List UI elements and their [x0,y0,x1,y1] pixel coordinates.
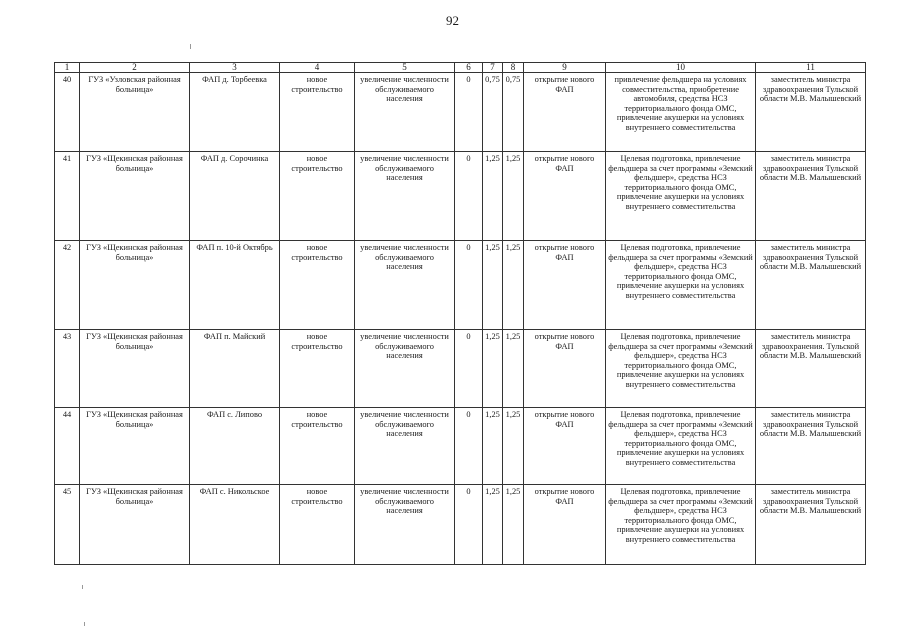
value-cell-8: 1,25 [503,485,524,565]
organization-cell: ГУЗ «Щекинская районная больница» [80,408,190,485]
responsible-cell: заместитель министра здравоохранения Тульской области М.В. Малышевский [756,241,866,330]
column-number: 5 [355,63,455,73]
value-cell-7: 1,25 [483,408,503,485]
result-cell: открытие нового ФАП [524,152,606,241]
organization-cell: ГУЗ «Щекинская районная больница» [80,485,190,565]
result-cell: открытие нового ФАП [524,408,606,485]
value-cell-7: 1,25 [483,485,503,565]
column-number: 6 [455,63,483,73]
type-cell: новое строительство [280,485,355,565]
scan-mark [82,585,83,589]
value-cell-8: 0,75 [503,73,524,152]
column-number: 7 [483,63,503,73]
result-cell: открытие нового ФАП [524,73,606,152]
value-cell-8: 1,25 [503,408,524,485]
value-cell-6: 0 [455,152,483,241]
responsible-cell: заместитель министра здравоохранения Тульской области М.В. Малышевский [756,73,866,152]
type-cell: новое строительство [280,330,355,408]
organization-cell: ГУЗ «Щекинская районная больница» [80,330,190,408]
row-number: 41 [55,152,80,241]
goal-cell: увеличение численности обслуживаемого населения [355,152,455,241]
column-number: 4 [280,63,355,73]
scan-mark [190,44,191,49]
row-number: 43 [55,330,80,408]
column-number-row [55,63,866,73]
scan-mark [84,622,85,626]
value-cell-8: 1,25 [503,241,524,330]
row-number: 40 [55,73,80,152]
value-cell-8: 1,25 [503,152,524,241]
goal-cell: увеличение численности обслуживаемого населения [355,408,455,485]
type-cell: новое строительство [280,408,355,485]
value-cell-6: 0 [455,330,483,408]
responsible-cell: заместитель министра здравоохранения. Тульской области М.В. Малышевский [756,330,866,408]
measures-cell: Целевая подготовка, привлечение фельдшера за счет программы «Земский фельдшер», средства НСЗ территориального фонда ОМС, привлечение акушерки на условиях внутреннего совместительства [606,408,756,485]
column-number: 8 [503,63,524,73]
organization-cell: ГУЗ «Щекинская районная больница» [80,241,190,330]
value-cell-8: 1,25 [503,330,524,408]
value-cell-7: 0,75 [483,73,503,152]
value-cell-7: 1,25 [483,241,503,330]
value-cell-6: 0 [455,408,483,485]
value-cell-7: 1,25 [483,152,503,241]
value-cell-6: 0 [455,485,483,565]
column-number: 2 [80,63,190,73]
table-row [55,408,866,485]
object-cell: ФАП с. Липово [190,408,280,485]
responsible-cell: заместитель министра здравоохранения Тульской области М.В. Малышевский [756,152,866,241]
organization-cell: ГУЗ «Щекинская районная больница» [80,152,190,241]
measures-cell: Целевая подготовка, привлечение фельдшера за счет программы «Земский фельдшер», средства НСЗ территориального фонда ОМС, привлечение акушерки на условиях внутреннего совместительства [606,485,756,565]
type-cell: новое строительство [280,73,355,152]
responsible-cell: заместитель министра здравоохранения Тульской области М.В. Малышевский [756,408,866,485]
value-cell-7: 1,25 [483,330,503,408]
table-row [55,73,866,152]
page-number: 92 [446,13,459,28]
table-row [55,241,866,330]
column-number: 1 [55,63,80,73]
goal-cell: увеличение численности обслуживаемого населения [355,330,455,408]
goal-cell: увеличение численности обслуживаемого населения [355,485,455,565]
row-number: 45 [55,485,80,565]
value-cell-6: 0 [455,241,483,330]
column-number: 9 [524,63,606,73]
measures-cell: привлечение фельдшера на условиях совместительства, приобретение автомобиля, средства НСЗ территориального фонда ОМС, привлечение акушерки на условиях внутреннего совместительства [606,73,756,152]
goal-cell: увеличение численности обслуживаемого населения [355,73,455,152]
value-cell-6: 0 [455,73,483,152]
measures-cell: Целевая подготовка, привлечение фельдшера за счет программы «Земский фельдшер», средства НСЗ территориального фонда ОМС, привлечение акушерки на условиях внутреннего совместительства [606,152,756,241]
object-cell: ФАП с. Никольское [190,485,280,565]
result-cell: открытие нового ФАП [524,330,606,408]
organization-cell: ГУЗ «Узловская районная больница» [80,73,190,152]
measures-cell: Целевая подготовка, привлечение фельдшера за счет программы «Земский фельдшер», средства НСЗ территориального фонда ОМС, привлечение акушерки на условиях внутреннего совместительства [606,241,756,330]
row-number: 44 [55,408,80,485]
column-number: 11 [756,63,866,73]
type-cell: новое строительство [280,241,355,330]
row-number: 42 [55,241,80,330]
object-cell: ФАП д. Торбеевка [190,73,280,152]
responsible-cell: заместитель министра здравоохранения Тульской области М.В. Малышевский [756,485,866,565]
plan-table [54,62,866,565]
result-cell: открытие нового ФАП [524,241,606,330]
result-cell: открытие нового ФАП [524,485,606,565]
object-cell: ФАП п. Майский [190,330,280,408]
column-number: 10 [606,63,756,73]
goal-cell: увеличение численности обслуживаемого населения [355,241,455,330]
object-cell: ФАП д. Сорочинка [190,152,280,241]
table-row [55,330,866,408]
type-cell: новое строительство [280,152,355,241]
table-row [55,485,866,565]
object-cell: ФАП п. 10-й Октябрь [190,241,280,330]
column-number: 3 [190,63,280,73]
measures-cell: Целевая подготовка, привлечение фельдшера за счет программы «Земский фельдшер», средства НСЗ территориального фонда ОМС, привлечение акушерки на условиях внутреннего совместительства [606,330,756,408]
table-row [55,152,866,241]
